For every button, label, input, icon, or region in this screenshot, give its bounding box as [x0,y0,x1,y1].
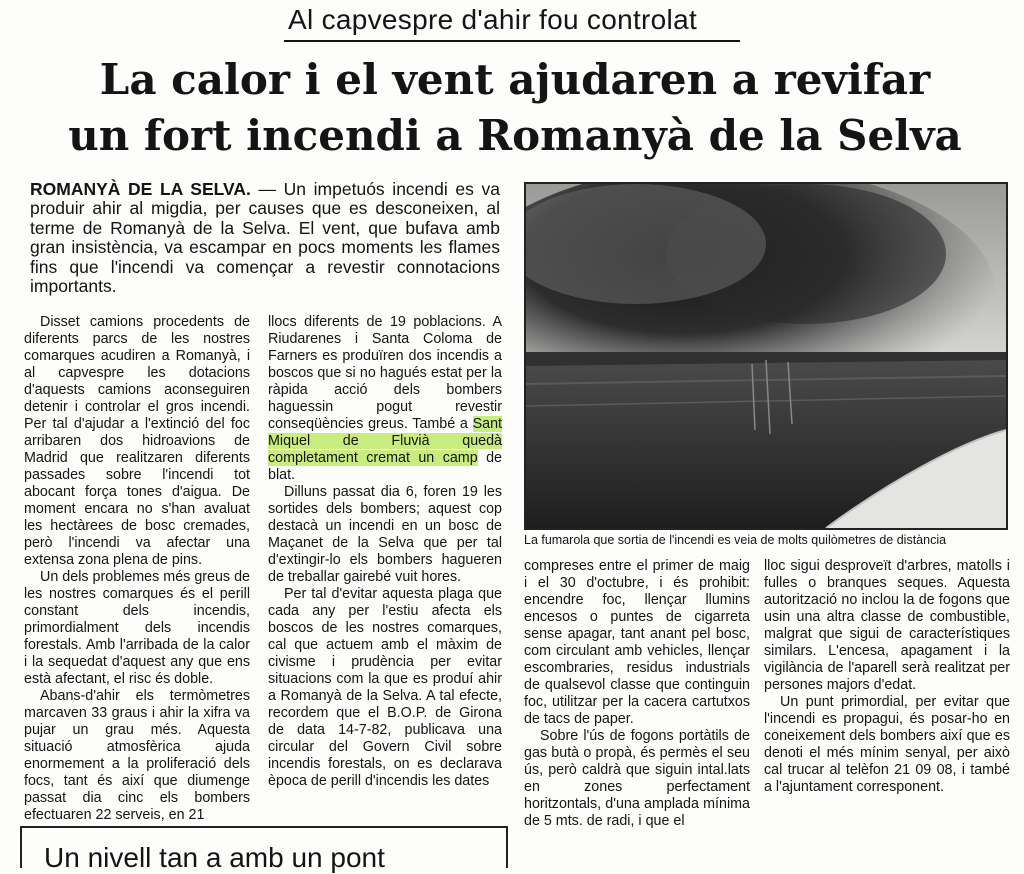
paragraph [268,314,502,484]
paragraph: Dilluns passat dia 6, foren 19 les sortides dels bombers; aquest cop destacà un incendi en un bosc de Maçanet de la Selva que per tal d'extingir-lo els bombers hagueren de treballar gairebé vuit hores. [268,484,502,585]
column-4 [764,558,1010,796]
lede [30,180,500,296]
headline-line1: La calor i el vent ajudaren a revifar [99,55,931,104]
text-run: llocs diferents de 19 poblacions. A Riudarenes i Santa Coloma de Farners es produïren dos incendis a boscos que si no hagués estat per la ràpida acció dels bombers haguessin pogut revestir conseqüències greus. També a [268,314,502,432]
highlighted-text: Sant Miquel de Fluvià quedà completament cremat un camp [268,416,502,466]
paragraph: Un dels problemes més greus de les nostres comarques és el perill constant dels incendis, primordialment dels incendis forestals. Amb l'arribada de la calor i la sequedat d'aquest any que ens està afectant, el risc és doble. [24,569,250,687]
text-run: de blat. [268,450,502,483]
kicker-rule [284,40,740,42]
kicker: Al capvespre d'ahir fou controlat [288,4,698,35]
column-3 [524,558,750,830]
column-2 [268,314,502,790]
paragraph: Per tal d'evitar aquesta plaga que cada any per l'estiu afecta els boscos de les nostres comarques, cal que actuem amb el màxim de civisme i prudència per evitar situacions com la que es produí ahir a Romanyà de la Selva. A tal efecte, recordem que el B.O.P. de Girona de data 14-7-82, publicava una circular del Govern Civil sobre incendis forestals, on es declarava època de perill d'incendis les dates [268,586,502,789]
paragraph: Un punt primordial, per evitar que l'incendi es propagui, és posar-ho en coneixement dels bombers així que es denoti el més mínim senyal, per això cal trucar al telèfon 21 09 08, i també a l'ajuntament corresponent. [764,694,1010,795]
paragraph: Abans-d'ahir els termòmetres marcaven 33 graus i ahir la xifra va pujar un grau més. Aquesta situació atmosfèrica ajuda enormement a la proliferació dels focs, tant és així que diumenge passat dia cinc els bombers efectuaren 22 serveis, en 21 [24,688,250,823]
headline [30,52,1000,164]
paragraph: lloc sigui desproveït d'arbres, matolls i fulles o branques seques. Aquesta autorització no inclou la de fogons que usin una altra classe de combustible, malgrat que sigui de característiques similars. L'encesa, apagament i la vigilància de l'aparell serà realitzat per persones majors d'edat. [764,558,1010,693]
dateline: ROMANYÀ DE LA SELVA. [30,179,251,199]
news-photo [524,182,1008,530]
paragraph: Sobre l'ús de fogons portàtils de gas butà o propà, és permès el seu ús, però caldrà que siguin intal.lats en zones perfectament horitzontals, d'una amplada mínima de 5 mts. de radi, i que el [524,728,750,829]
column-1 [24,314,250,824]
photo-caption: La fumarola que sortia de l'incendi es veia de molts quilòmetres de distància [524,533,947,547]
paragraph: Disset camions procedents de diferents parcs de les nostres comarques acudiren a Romanyà, i al capvespre les dotacions d'aquests camions aconseguiren detenir i controlar el gros incendi. Per tal d'ajudar a l'extinció del foc arribaren dos hidroavions de Madrid que realitzaren diferents passades sobre l'incendi tot abocant força tones d'aigua. De moment encara no s'han avaluat les hectàrees de bosc cremades, però l'incendi va afectar una extensa zona plena de pins. [24,314,250,568]
next-article-headline: Un nivell tan a amb un pont [44,842,385,873]
headline-line2: un fort incendi a Romanyà de la Selva [68,111,962,160]
smoke-landscape-image [526,184,1006,528]
lede-text: — Un impetuós incendi es va produir ahir al migdia, per causes que es desconeixen, al terme de Romanyà de la Selva. El vent, que bufava amb gran insistència, va escampar en pocs moments les flames fins que l'incendi va començar a revestir connotacions importants. [30,179,500,297]
paragraph: compreses entre el primer de maig i el 30 d'octubre, i és prohibit: encendre foc, llençar llumins encesos o puntes de cigarreta sense apagar, tant anant pel bosc, com circulant amb vehicles, llençar escombraries, residus industrials de qualsevol classe que continguin foc, utilitzar per la cacera cartutxos de tacs de paper. [524,558,750,727]
